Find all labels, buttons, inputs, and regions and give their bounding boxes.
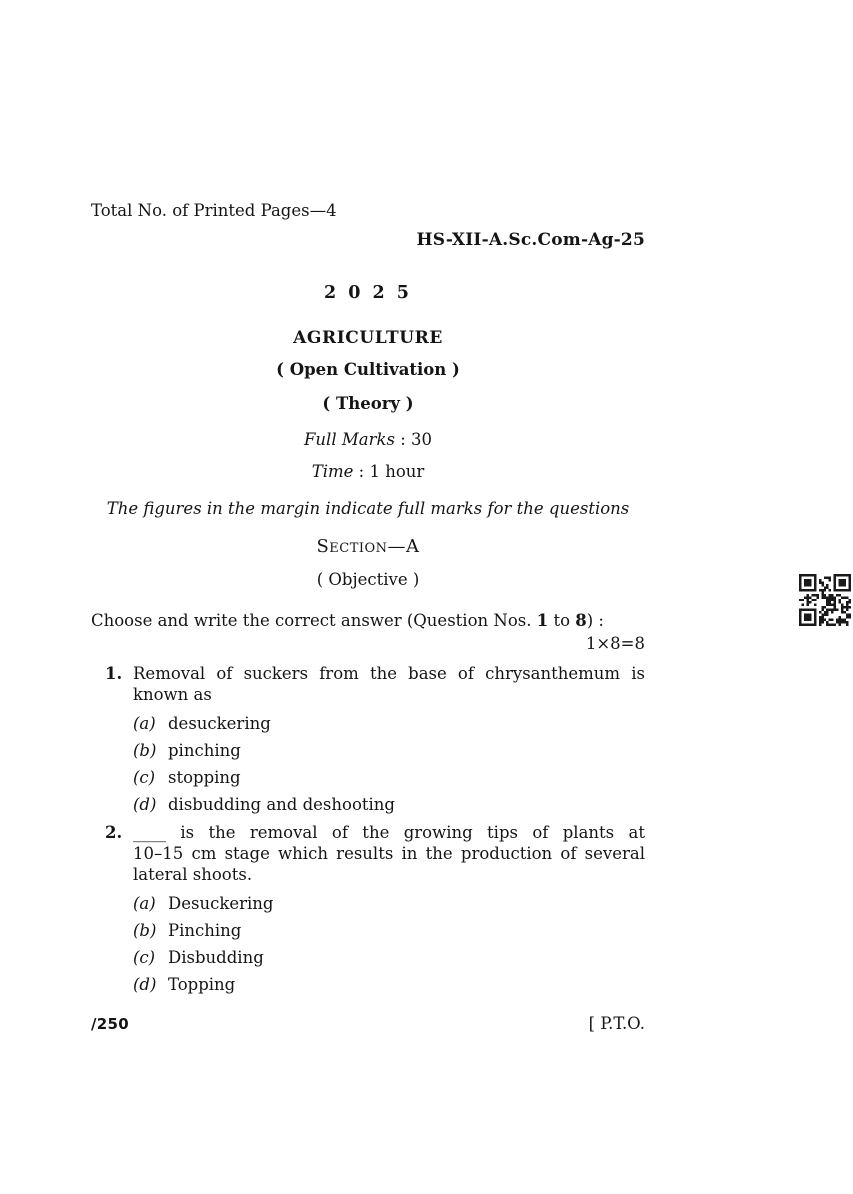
paper-serial: /250 [91, 1015, 129, 1033]
question-1-number: 1. [105, 664, 123, 683]
option-2c-letter: (c) [133, 948, 156, 967]
option-1b-letter: (b) [133, 741, 157, 760]
time-line [91, 462, 645, 481]
full-marks-label: Full Marks [303, 430, 395, 449]
option-2c-text: Disbudding [168, 948, 264, 967]
question-2-options [133, 893, 645, 995]
marks-scheme: 1×8=8 [585, 634, 645, 653]
question-1 [105, 663, 645, 815]
question-1-body [105, 663, 645, 705]
instruction-bold1: 1 [536, 611, 549, 630]
option-1a-letter: (a) [133, 714, 156, 733]
question-1-text [133, 663, 645, 705]
option-1b [133, 740, 645, 761]
question-2-line-2: 10–15 cm stage which results in the production of several [133, 844, 645, 863]
instruction-bold2: 8 [575, 611, 587, 630]
pto-note: [ P.T.O. [588, 1014, 645, 1033]
option-2a-text: Desuckering [168, 894, 274, 913]
full-marks-line [91, 430, 645, 449]
option-2b-text: Pinching [168, 921, 242, 940]
instruction-part3: ) : [586, 611, 604, 630]
paper-code: HS-XII-A.Sc.Com-Ag-25 [416, 230, 645, 250]
instruction-line [91, 611, 645, 630]
option-1c [133, 767, 645, 788]
section-objective-subheading: ( Objective ) [316, 570, 420, 589]
question-2-line-1: ____ is the removal of the growing tips of plants at [133, 823, 645, 842]
option-1a-text: desuckering [168, 714, 271, 733]
question-2-number: 2. [105, 823, 123, 842]
instruction-part2: to [548, 611, 576, 630]
option-1c-letter: (c) [133, 768, 156, 787]
printed-pages-note: Total No. of Printed Pages—4 [91, 201, 337, 220]
question-2-line-3: lateral shoots. [133, 865, 253, 884]
time-value: : 1 hour [358, 462, 425, 481]
option-2b-letter: (b) [133, 921, 157, 940]
subtitle-open-cultivation: ( Open Cultivation ) [276, 360, 460, 379]
exam-year: 2 0 2 5 [324, 283, 412, 303]
margin-figures-note: The figures in the margin indicate full marks for the questions [106, 499, 630, 518]
full-marks-value: : 30 [400, 430, 433, 449]
option-2b [133, 920, 645, 941]
option-2c [133, 947, 645, 968]
subject-title: AGRICULTURE [293, 328, 443, 348]
option-1d [133, 794, 645, 815]
option-2d-text: Topping [168, 975, 236, 994]
instruction-part1: Choose and write the correct answer (Question Nos. [91, 611, 537, 630]
option-1b-text: pinching [168, 741, 241, 760]
question-2-text [133, 822, 645, 885]
time-label: Time [311, 462, 354, 481]
option-2a-letter: (a) [133, 894, 156, 913]
option-2d [133, 974, 645, 995]
option-1d-text: disbudding and deshooting [168, 795, 395, 814]
option-1d-letter: (d) [133, 795, 157, 814]
qr-code-icon [799, 574, 851, 626]
section-a-heading: Section—A [316, 536, 420, 557]
option-1a [133, 713, 645, 734]
page-footer [91, 1014, 645, 1033]
subtitle-theory: ( Theory ) [322, 394, 414, 413]
question-1-options [133, 713, 645, 815]
question-1-line-2: known as [133, 685, 212, 704]
option-1c-text: stopping [168, 768, 241, 787]
question-1-line-1: Removal of suckers from the base of chrysanthemum is [133, 664, 645, 683]
question-2 [105, 822, 645, 995]
option-2a [133, 893, 645, 914]
question-2-body [105, 822, 645, 885]
option-2d-letter: (d) [133, 975, 157, 994]
